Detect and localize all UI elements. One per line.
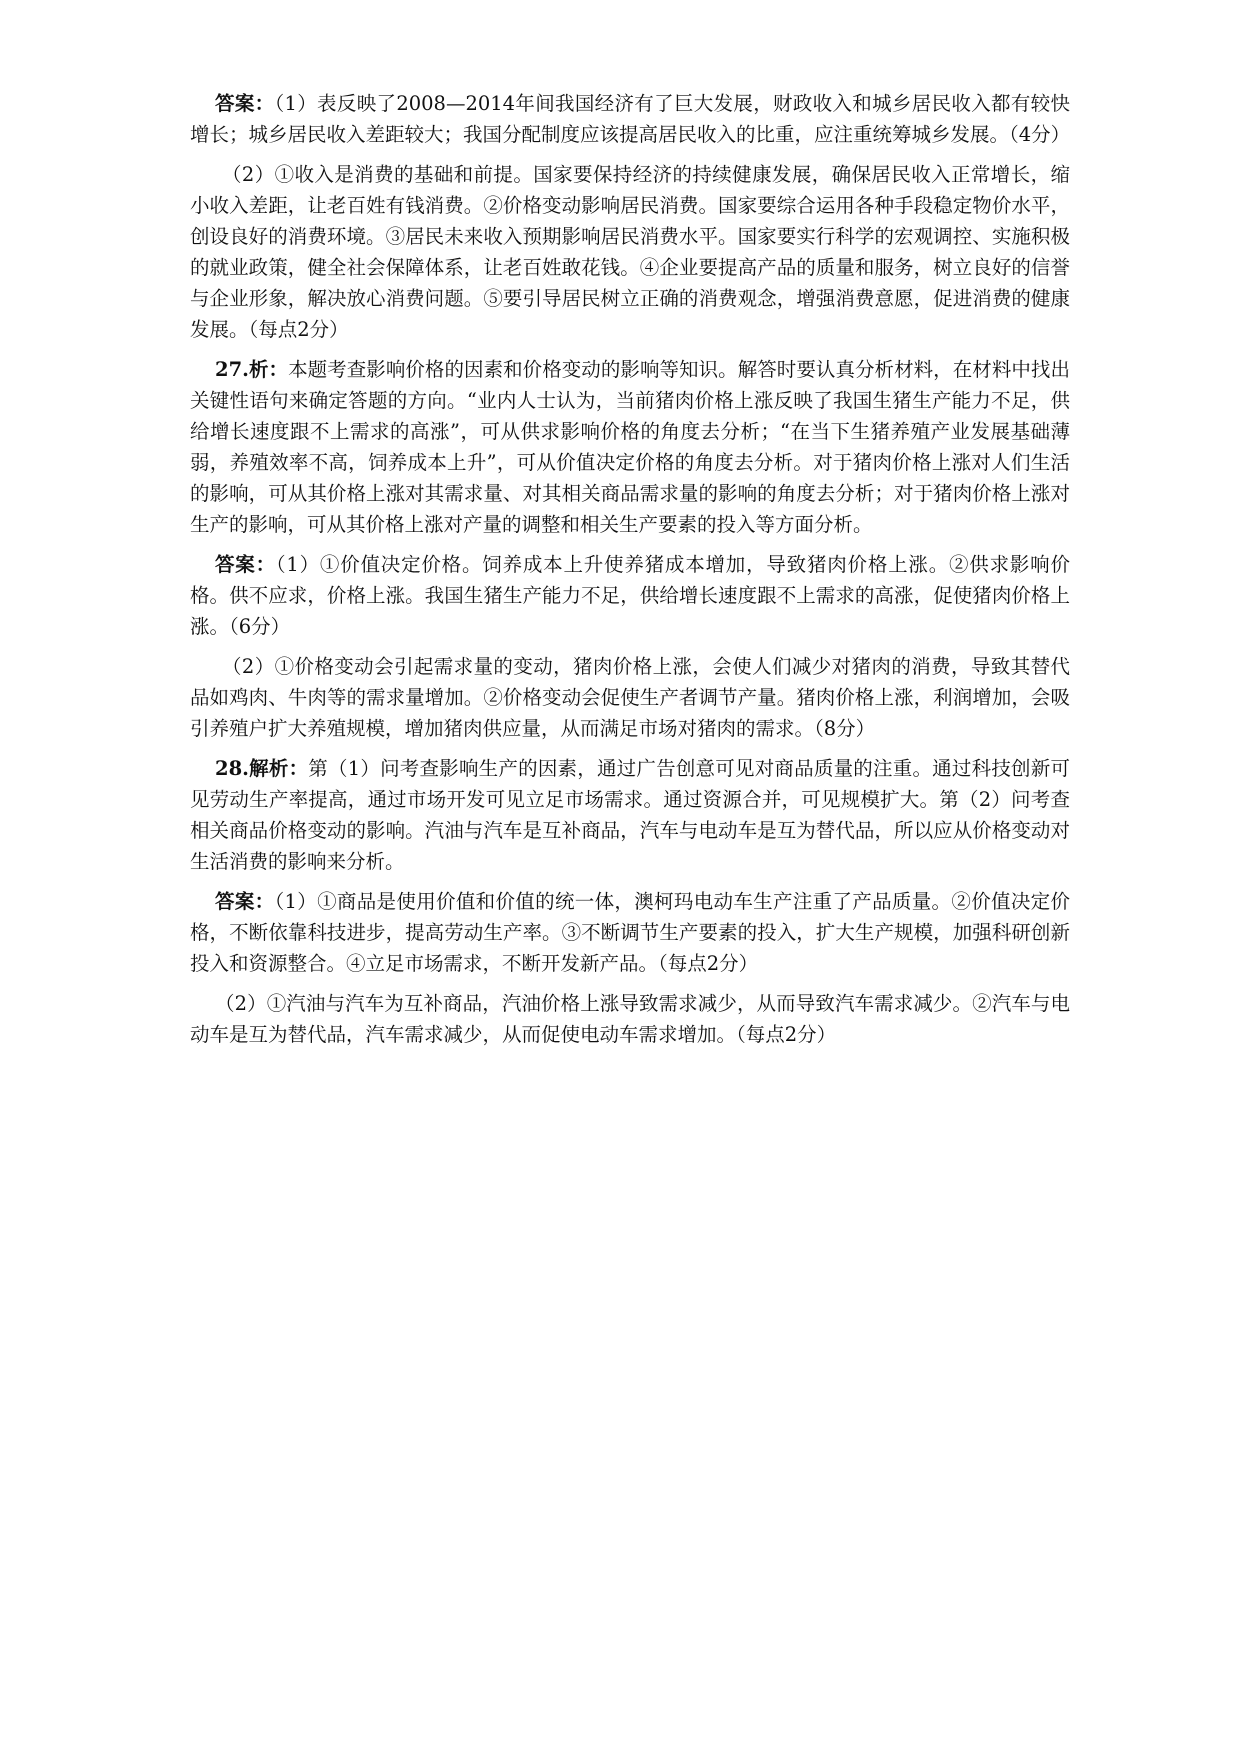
paragraph-text: 本题考查影响价格的因素和价格变动的影响等知识。解答时要认真分析材料，在材料中找出关键性语句来确定答题的方向。“业内人士认为，当前猪肉价格上涨反映了我国生猪生产能力不足，供给增长速度跟不上需求的高涨”，可从供求影响价格的角度去分析；“在当下生猪养殖产业发展基础薄弱，养殖效率不高，饲养成本上升”，可从价值决定价格的角度去分析。对于猪肉价格上涨对人们生活的影响，可从其价格上涨对其需求量、对其相关商品需求量的影响的角度去分析；对于猪肉价格上涨对生产的影响，可从其价格上涨对产量的调整和相关生产要素的投入等方面分析。 xyxy=(190,358,1070,536)
paragraph-text: （1）表反映了2008—2014年间我国经济有了巨大发展，财政收入和城乡居民收入都有较快增长；城乡居民收入差距较大；我国分配制度应该提高居民收入的比重，应注重统筹城乡发展。（4分） xyxy=(190,92,1071,146)
paragraph-text: （2）①汽油与汽车为互补商品，汽油价格上涨导致需求减少，从而导致汽车需求减少。②汽车与电动车是互为替代品，汽车需求减少，从而促使电动车需求增加。（每点2分） xyxy=(190,992,1070,1046)
paragraph-text: （2）①价格变动会引起需求量的变动，猪肉价格上涨，会使人们减少对猪肉的消费，导致其替代品如鸡肉、牛肉等的需求量增加。②价格变动会促使生产者调节产量。猪肉价格上涨，利润增加，会吸引养殖户扩大养殖规模，增加猪肉供应量，从而满足市场对猪肉的需求。（8分） xyxy=(190,655,1070,740)
answer-paragraph-1 xyxy=(190,88,1070,150)
answer-paragraph-27-1 xyxy=(190,549,1070,642)
answer-document xyxy=(190,88,1070,1059)
answer-paragraph-28-1 xyxy=(190,886,1070,979)
answer-label: 答案： xyxy=(215,890,275,913)
analysis-paragraph-27 xyxy=(190,354,1070,540)
answer-paragraph-28-2 xyxy=(190,988,1070,1050)
answer-paragraph-2 xyxy=(190,159,1070,345)
paragraph-text: （1）①商品是使用价值和价值的统一体，澳柯玛电动车生产注重了产品质量。②价值决定价格，不断依靠科技进步，提高劳动生产率。③不断调节生产要素的投入，扩大生产规模，加强科研创新投入和资源整合。④立足市场需求，不断开发新产品。（每点2分） xyxy=(190,890,1070,975)
analysis-paragraph-28 xyxy=(190,753,1070,877)
paragraph-text: （2）①收入是消费的基础和前提。国家要保持经济的持续健康发展，确保居民收入正常增长，缩小收入差距，让老百姓有钱消费。②价格变动影响居民消费。国家要综合运用各种手段稳定物价水平，创设良好的消费环境。③居民未来收入预期影响居民消费水平。国家要实行科学的宏观调控、实施积极的就业政策，健全社会保障体系，让老百姓敢花钱。④企业要提高产品的质量和服务，树立良好的信誉与企业形象，解决放心消费问题。⑤要引导居民树立正确的消费观念，增强消费意愿，促进消费的健康发展。（每点2分） xyxy=(190,163,1070,341)
answer-paragraph-27-2 xyxy=(190,651,1070,744)
paragraph-text: 第（1）问考查影响生产的因素，通过广告创意可见对商品质量的注重。通过科技创新可见劳动生产率提高，通过市场开发可见立足市场需求。通过资源合并，可见规模扩大。第（2）问考查相关商品价格变动的影响。汽油与汽车是互补商品，汽车与电动车是互为替代品，所以应从价格变动对生活消费的影响来分析。 xyxy=(190,757,1070,873)
paragraph-text: （1）①价值决定价格。饲养成本上升使养猪成本增加，导致猪肉价格上涨。②供求影响价格。供不应求，价格上涨。我国生猪生产能力不足，供给增长速度跟不上需求的高涨，促使猪肉价格上涨。（6分） xyxy=(190,553,1070,638)
analysis-label: 27.析： xyxy=(215,358,289,381)
answer-label: 答案： xyxy=(215,92,275,115)
analysis-label: 28.解析： xyxy=(215,757,309,780)
answer-label: 答案： xyxy=(215,553,276,576)
